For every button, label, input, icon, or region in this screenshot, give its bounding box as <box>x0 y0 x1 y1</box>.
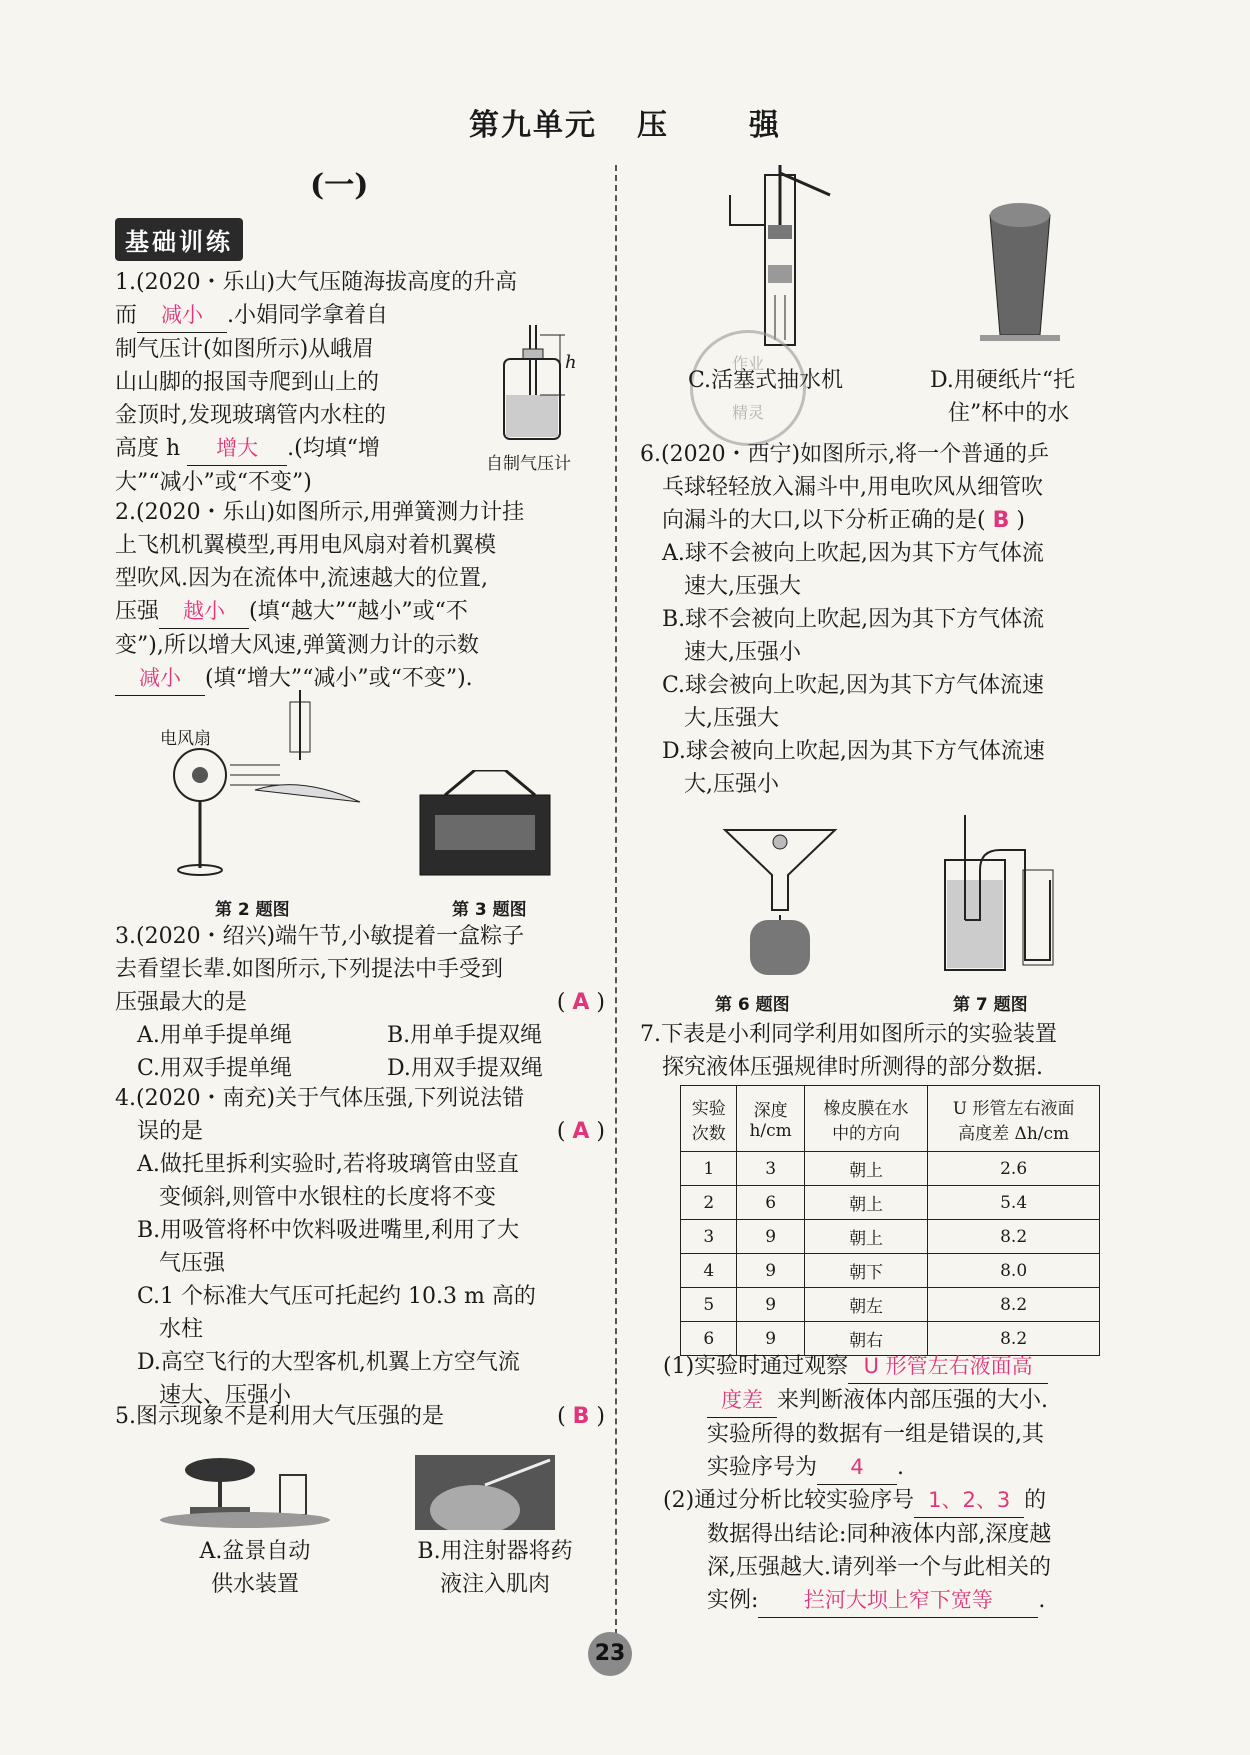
question-7-part-1: (1)实验时通过观察 U 形管左右液面高 度差 来判断液体内部压强的大小. 实验所得的数据有一组是错误的,其 实验序号为 4 . <box>663 1350 1123 1485</box>
table-header: 深度 h/cm <box>737 1086 804 1152</box>
option-b-label: B.用注射器将药 液注入肌肉 <box>417 1539 573 1597</box>
watermark-stamp: 作业 精灵 <box>690 330 806 446</box>
barometer-figure <box>480 325 590 445</box>
option-c-label: C.活塞式抽水机 <box>688 368 844 393</box>
answer-choice[interactable]: B <box>992 508 1010 533</box>
data-table <box>680 1085 1100 1356</box>
question-7: 7.下表是小利同学利用如图所示的实验装置 探究液体压强规律时所测得的部分数据. <box>640 1022 1057 1080</box>
option-a-label: A.盆景自动 供水装置 <box>199 1539 311 1597</box>
table-row: 6 9 朝右 8.2 <box>681 1322 1100 1356</box>
page-number: 23 <box>588 1632 632 1676</box>
answer-choice[interactable]: A <box>572 990 590 1015</box>
option-d-label: D.用硬纸片“托 住”杯中的水 <box>930 368 1076 426</box>
answer-blank[interactable]: 4 <box>817 1451 897 1485</box>
answer-blank[interactable]: 减小 <box>115 662 205 696</box>
answer-blank[interactable]: 越小 <box>159 595 249 629</box>
table-row: 1 3 朝上 2.6 <box>681 1152 1100 1186</box>
figure-caption: 自制气压计 <box>486 454 571 474</box>
syringe-figure <box>415 1455 555 1530</box>
question-6: 6.(2020・西宁)如图所示,将一个普通的乒 乓球轻轻放入漏斗中,用电吹风从细管吹 向漏斗的大口,以下分析正确的是( B ) A.球不会被向上吹起,因为其下方气体流 速大,压强大 B.球不会被向上吹起,因为其下方气体流 速大,压强小 C.球会被向上吹起,因为其下方气体流速 大,压强大 D.球会被向上吹起,因为其下方气体流速 大,压强小 <box>640 442 1050 797</box>
column-divider <box>615 165 617 1645</box>
height-label: h <box>565 352 577 373</box>
question-3: 3.(2020・绍兴)端午节,小敏提着一盒粽子 去看望长辈.如图所示,下列提法中手受到 压强最大的是 ( A ) A.用单手提单绳 B.用单手提双绳 C.用双手提单绳 D.用双手提双绳 <box>115 924 605 1081</box>
figure-caption: 第 7 题图 <box>953 995 1028 1015</box>
question-2: 2.(2020・乐山)如图所示,用弹簧测力计挂 上飞机机翼模型,再用电风扇对着机翼模 型吹风.因为在流体中,流速越大的位置, 压强 越小 (填“越大”“越小”或“不 变”),所以增大风速,弹簧测力计的示数 减小 (填“增大”“减小”或“不变”). <box>115 496 605 696</box>
question-5: 5.图示现象不是利用大气压强的是 ( B ) <box>115 1404 605 1429</box>
answer-choice[interactable]: B <box>572 1404 590 1429</box>
table-row: 2 6 朝上 5.4 <box>681 1186 1100 1220</box>
page-title: 第九单元 压 强 <box>469 108 781 143</box>
funnel-dryer-figure <box>720 820 840 980</box>
section-label: 基础训练 <box>115 218 243 261</box>
figure-caption: 第 3 题图 <box>452 900 527 920</box>
fan-wing-figure <box>150 690 370 880</box>
table-header: 实验 次数 <box>681 1086 737 1152</box>
answer-blank[interactable]: 减小 <box>137 299 227 333</box>
pressure-gauge-figure <box>925 810 1055 975</box>
section-subtitle: (一) <box>310 168 369 203</box>
table-row: 4 9 朝下 8.0 <box>681 1254 1100 1288</box>
figure-caption: 第 2 题图 <box>215 900 290 920</box>
answer-blank[interactable]: U 形管左右液面高 <box>848 1350 1048 1384</box>
cup-card-figure <box>970 195 1070 345</box>
answer-blank[interactable]: 拦河大坝上窄下宽等 <box>758 1584 1038 1618</box>
figure-caption: 第 6 题图 <box>715 995 790 1015</box>
question-4: 4.(2020・南充)关于气体压强,下列说法错 误的是 ( A ) A.做托里拆利实验时,若将玻璃管由竖直 变倾斜,则管中水银柱的长度将不变 B.用吸管将杯中饮料吸进嘴里,利用了大 气压强 C.1 个标准大气压可托起约 10.3 m 高的 水柱 D.高空飞行的大型客机,机翼上方空气流 速大、压强小 <box>115 1086 605 1408</box>
answer-blank[interactable]: 1、2、3 <box>914 1484 1024 1518</box>
table-row: 5 9 朝左 8.2 <box>681 1288 1100 1322</box>
fan-label: 电风扇 <box>160 729 211 749</box>
bonsai-figure <box>160 1455 335 1530</box>
question-1: 1.(2020・乐山)大气压随海拔高度的升高 而 减小 .小娟同学拿着自 制气压计(如图所示)从峨眉 山山脚的报国寺爬到山上的 金顶时,发现玻璃管内水柱的 高度 h 增大 .(均填“增 大”“减小”或“不变”) <box>115 270 518 495</box>
table-header: 橡皮膜在水 中的方向 <box>804 1086 927 1152</box>
answer-blank[interactable]: 增大 <box>187 432 287 466</box>
table-header: U 形管左右液面 高度差 Δh/cm <box>928 1086 1100 1152</box>
zongzi-box-figure <box>415 770 560 880</box>
table-row: 3 9 朝上 8.2 <box>681 1220 1100 1254</box>
answer-blank[interactable]: 度差 <box>707 1384 777 1418</box>
answer-choice[interactable]: A <box>572 1119 590 1144</box>
question-7-part-2: (2)通过分析比较实验序号 1、2、3 的 数据得出结论:同种液体内部,深度越 深,压强越大.请列举一个与此相关的 实例: 拦河大坝上窄下宽等 . <box>663 1484 1123 1618</box>
